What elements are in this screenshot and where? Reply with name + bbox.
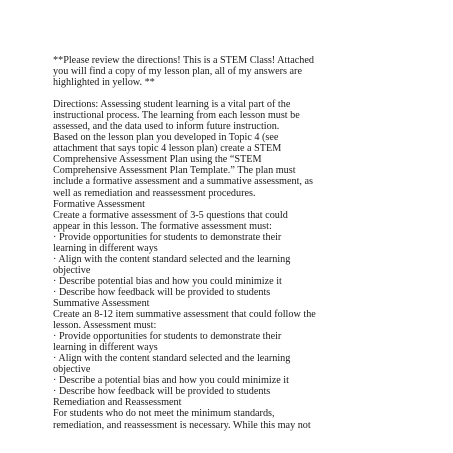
text-line: Summative Assessment [53, 297, 150, 309]
text-line: lesson. Assessment must: [53, 320, 157, 332]
text-line: objective [53, 264, 91, 276]
text-line: **Please review the directions! This is a STEM Class! Attached [53, 55, 314, 66]
directions-body [53, 99, 433, 430]
text-line: learning in different ways [53, 242, 158, 254]
text-line: · Provide opportunities for students to demonstrate their [53, 331, 282, 343]
text-line: instructional process. The learning from each lesson must be [53, 110, 300, 122]
text-line: Directions: Assessing student learning is a vital part of the [53, 99, 291, 111]
text-line: For students who do not meet the minimum standards, [53, 408, 275, 420]
text-line: remediation, and reassessment is necessary. While this may not [53, 419, 311, 431]
text-line: appear in this lesson. The formative assessment must: [53, 220, 272, 232]
text-line: attachment that says topic 4 lesson plan) create a STEM [53, 143, 282, 155]
text-line: well as remediation and reassessment procedures. [53, 187, 256, 199]
text-line: · Align with the content standard selected and the learning [53, 353, 291, 365]
text-line: · Describe how feedback will be provided to students [53, 386, 271, 398]
text-line: · Align with the content standard selected and the learning [53, 253, 291, 265]
text-line: Formative Assessment [53, 198, 145, 210]
text-line: Comprehensive Assessment Plan Template.” The plan must [53, 165, 296, 177]
text-line: Create a formative assessment of 3-5 questions that could [53, 209, 288, 221]
text-line: you will find a copy of my lesson plan, all of my answers are [53, 66, 302, 78]
document-page [53, 55, 433, 431]
text-line: highlighted in yellow. ** [53, 77, 155, 89]
text-line: Based on the lesson plan you developed in Topic 4 (see [53, 132, 279, 144]
intro-paragraph [53, 55, 433, 88]
text-line: · Describe a potential bias and how you could minimize it [53, 375, 289, 387]
text-line: objective [53, 364, 91, 376]
text-line: Create an 8-12 item summative assessment that could follow the [53, 309, 316, 321]
text-line: · Describe potential bias and how you could minimize it [53, 275, 282, 287]
text-line: Remediation and Reassessment [53, 397, 182, 409]
text-line: Comprehensive Assessment Plan using the “STEM [53, 154, 262, 166]
text-line: assessed, and the data used to inform future instruction. [53, 121, 280, 133]
text-line: learning in different ways [53, 342, 158, 354]
text-line: include a formative assessment and a summative assessment, as [53, 176, 313, 188]
text-line: · Provide opportunities for students to demonstrate their [53, 231, 282, 243]
text-line: · Describe how feedback will be provided to students [53, 286, 271, 298]
paragraph-spacer [53, 88, 433, 99]
